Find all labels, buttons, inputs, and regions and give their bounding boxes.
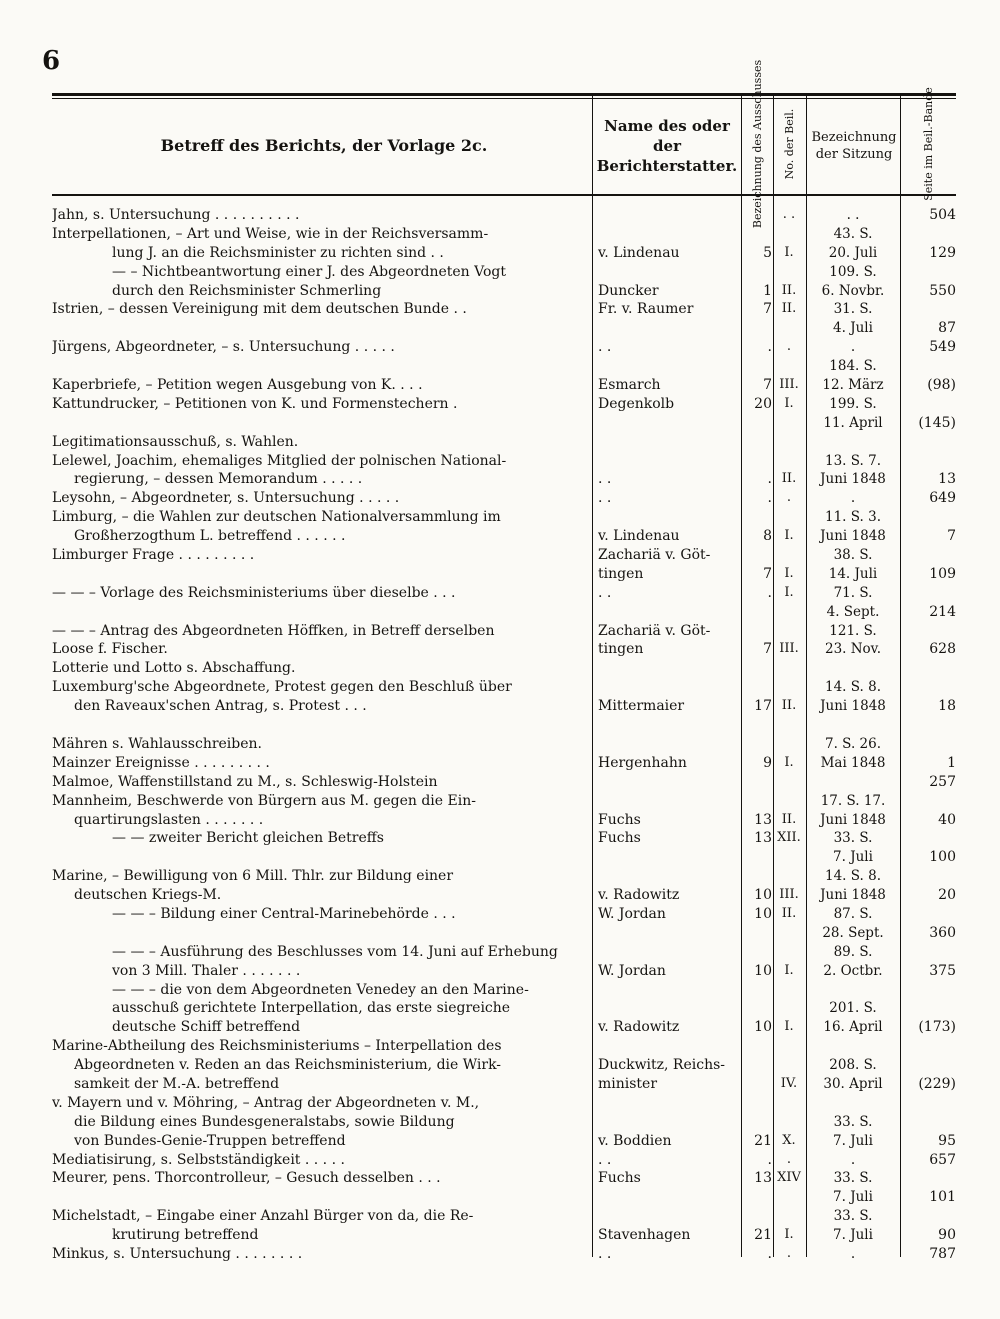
table-row xyxy=(52,716,956,735)
table-row xyxy=(52,244,956,263)
table-row xyxy=(52,489,956,508)
entry-supplement-no: . . xyxy=(782,207,796,222)
entry-supplement-no: . xyxy=(786,1245,792,1261)
entry-subject: die Bildung eines Bundesgeneralstabs, sowie Bildung xyxy=(74,1113,455,1130)
entry-subject: ausschuß gerichtete Interpellation, das erste siegreiche xyxy=(112,1000,511,1017)
table-row xyxy=(52,1018,956,1037)
entry-reporter: . . xyxy=(598,584,612,601)
entry-subject: Marine, – Bewilligung von 6 Mill. Thlr. zur Bildung einer xyxy=(52,868,454,885)
table-row xyxy=(52,735,956,754)
entry-session: 17. S. 17. xyxy=(820,792,886,809)
entry-session: 14. Juli xyxy=(828,565,878,582)
entry-session: 33. S. xyxy=(833,1113,873,1130)
entry-subject: von 3 Mill. Thaler . . . . . . . xyxy=(112,962,301,979)
entry-subject: — — zweiter Bericht gleichen Betreffs xyxy=(112,830,384,847)
entry-reporter: Fuchs xyxy=(598,1170,641,1187)
table-row xyxy=(52,678,956,697)
table-row xyxy=(52,1094,956,1113)
entry-reporter: Fr. v. Raumer xyxy=(598,301,694,318)
table-row xyxy=(52,1226,956,1245)
entry-subject: lung J. an die Reichsminister zu richten sind . . xyxy=(112,244,444,261)
entry-committee: 9 xyxy=(763,754,772,771)
entry-supplement-no: I. xyxy=(784,528,794,544)
entry-subject: Abgeordneten v. Reden an das Reichsministerium, die Wirk- xyxy=(74,1057,502,1074)
entry-supplement-no: I. xyxy=(784,244,794,260)
table-row xyxy=(52,943,956,962)
entry-reporter: v. Lindenau xyxy=(598,528,680,545)
entry-subject: — — – Antrag des Abgeordneten Höffken, in Betreff derselben xyxy=(52,622,495,639)
entry-subject: Michelstadt, – Eingabe einer Anzahl Bürger von da, die Re- xyxy=(52,1208,474,1225)
table-row xyxy=(52,319,956,338)
entry-session: 7. Juli xyxy=(833,1132,873,1149)
entry-supplement-no: . xyxy=(786,339,792,355)
entry-reporter: v. Lindenau xyxy=(598,244,680,261)
entry-subject: v. Mayern und v. Möhring, – Antrag der Abgeordneten v. M., xyxy=(52,1094,480,1111)
entry-subject: Mediatisirung, s. Selbstständigkeit . . . . . xyxy=(52,1151,345,1168)
table-row xyxy=(52,981,956,1000)
entry-session: 11. S. 3. xyxy=(825,509,881,526)
entry-page: 101 xyxy=(929,1189,956,1206)
table-row xyxy=(52,225,956,244)
entry-committee: 13 xyxy=(754,830,772,847)
entry-page: 360 xyxy=(929,924,956,941)
table-row xyxy=(52,206,956,225)
entry-subject: Jürgens, Abgeordneter, – s. Untersuchung . . . . . xyxy=(52,339,395,356)
entry-page: (229) xyxy=(918,1075,956,1092)
entry-session: 6. Novbr. xyxy=(821,282,885,299)
entry-reporter: W. Jordan xyxy=(598,905,666,922)
entry-page: 628 xyxy=(929,641,956,658)
entry-page: 87 xyxy=(938,320,956,337)
header-committee: Bezeichnung des Ausschusses xyxy=(751,59,764,229)
table-row xyxy=(52,640,956,659)
entry-supplement-no: IV. xyxy=(780,1075,798,1091)
header-top-rule xyxy=(52,93,956,96)
entry-committee: . xyxy=(767,1245,772,1262)
entry-committee: 7 xyxy=(763,565,772,582)
entry-subject: Mähren s. Wahlausschreiben. xyxy=(52,735,262,752)
entry-supplement-no: II. xyxy=(781,905,797,921)
table-row xyxy=(52,999,956,1018)
entry-subject: — — – Bildung einer Central-Marinebehörde . . . xyxy=(112,905,456,922)
entry-subject: — – Nichtbeantwortung einer J. des Abgeordneten Vogt xyxy=(112,263,506,280)
entry-session: Mai 1848 xyxy=(820,754,886,771)
entry-session: 33. S. xyxy=(833,830,873,847)
entry-page: 375 xyxy=(929,962,956,979)
table-row xyxy=(52,433,956,452)
entry-supplement-no: . xyxy=(786,490,792,506)
entry-subject: von Bundes-Genie-Truppen betreffend xyxy=(74,1132,346,1149)
entry-supplement-no: XII. xyxy=(777,830,801,846)
entry-subject: Legitimationsausschuß, s. Wahlen. xyxy=(52,433,299,450)
entry-page: 787 xyxy=(929,1245,956,1262)
entry-session: 14. S. 8. xyxy=(825,868,881,885)
entry-reporter: . . xyxy=(598,339,612,356)
entry-supplement-no: II. xyxy=(781,282,797,298)
table-row xyxy=(52,546,956,565)
table-row xyxy=(52,1037,956,1056)
entry-supplement-no: II. xyxy=(781,301,797,317)
entry-page: 214 xyxy=(929,603,956,620)
entry-subject: Jahn, s. Untersuchung . . . . . . . . . . xyxy=(52,207,300,223)
table-row xyxy=(52,263,956,282)
entry-session: 7. Juli xyxy=(833,849,873,866)
entry-committee: 7 xyxy=(763,301,772,318)
entry-subject: Malmoe, Waffenstillstand zu M., s. Schleswig-Holstein xyxy=(52,773,438,790)
entry-committee: 13 xyxy=(754,1170,772,1187)
entry-page: (145) xyxy=(918,414,956,431)
entry-session: Juni 1848 xyxy=(820,528,886,545)
entry-subject: Istrien, – dessen Vereinigung mit dem deutschen Bunde . . xyxy=(52,301,467,318)
entry-supplement-no: I. xyxy=(784,962,794,978)
entry-session: 7. Juli xyxy=(833,1227,873,1244)
entry-session: Juni 1848 xyxy=(820,811,886,828)
entry-page: 20 xyxy=(938,887,956,904)
entry-subject: regierung, – dessen Memorandum . . . . . xyxy=(74,471,363,488)
entry-subject: — — – Ausführung des Beschlusses vom 14. Juni auf Erhebung xyxy=(112,943,558,960)
entry-reporter: v. Radowitz xyxy=(598,1019,680,1036)
table-row xyxy=(52,659,956,678)
table-row xyxy=(52,1151,956,1170)
entry-session: 4. Juli xyxy=(833,320,873,337)
entry-subject: quartirungslasten . . . . . . . xyxy=(74,811,264,828)
entry-session: 184. S. xyxy=(829,358,877,375)
entry-session: 199. S. xyxy=(829,395,877,412)
entry-committee: . xyxy=(767,471,772,488)
entry-reporter: Hergenhahn xyxy=(598,754,687,771)
entry-page: 90 xyxy=(938,1227,956,1244)
table-row xyxy=(52,452,956,471)
entry-session: 7. Juli xyxy=(833,1189,873,1206)
entry-reporter: Zachariä v. Göt- xyxy=(598,547,711,564)
entry-page: 550 xyxy=(929,282,956,299)
entry-supplement-no: III. xyxy=(779,377,799,393)
entry-reporter: . . xyxy=(598,471,612,488)
entry-page: 95 xyxy=(938,1132,956,1149)
entry-subject: Marine-Abtheilung des Reichsministeriums – Interpellation des xyxy=(52,1038,502,1055)
entry-session: Juni 1848 xyxy=(820,471,886,488)
entry-page: (173) xyxy=(918,1019,956,1036)
entry-subject: Lotterie und Lotto s. Abschaffung. xyxy=(52,660,296,677)
table-row xyxy=(52,414,956,433)
table-row xyxy=(52,508,956,527)
entry-page: 100 xyxy=(929,849,956,866)
entry-reporter: Stavenhagen xyxy=(598,1227,691,1244)
entry-committee: . xyxy=(767,339,772,356)
entry-committee: 10 xyxy=(754,962,772,979)
entry-page: (98) xyxy=(927,377,956,394)
entry-subject: deutsche Schiff betreffend xyxy=(112,1019,301,1036)
entry-subject: Luxemburg'sche Abgeordnete, Protest gegen den Beschluß über xyxy=(52,679,512,696)
entry-session: 43. S. xyxy=(833,225,873,242)
entry-subject: krutirung betreffend xyxy=(112,1227,259,1244)
entry-session: 23. Nov. xyxy=(824,641,882,658)
index-table xyxy=(52,206,956,1264)
table-row xyxy=(52,697,956,716)
entry-subject: Kaperbriefe, – Petition wegen Ausgebung von K. . . . xyxy=(52,377,423,394)
entry-reporter: Zachariä v. Göt- xyxy=(598,622,711,639)
table-row xyxy=(52,829,956,848)
entry-reporter: Degenkolb xyxy=(598,395,675,412)
header-session: Bezeichnung der Sitzung xyxy=(811,130,897,162)
entry-session: 7. S. 26. xyxy=(825,735,881,752)
entry-committee: 7 xyxy=(763,641,772,658)
table-row xyxy=(52,1075,956,1094)
entry-session: 31. S. xyxy=(833,301,873,318)
header-reporter: Name des oder der Berichterstatter. xyxy=(596,117,738,175)
entry-session: 33. S. xyxy=(833,1208,873,1225)
table-row xyxy=(52,565,956,584)
entry-subject: Kattundrucker, – Petitionen von K. und Formenstechern . xyxy=(52,395,458,412)
entry-subject: samkeit der M.-A. betreffend xyxy=(74,1075,280,1092)
table-row xyxy=(52,395,956,414)
entry-reporter: Mittermaier xyxy=(598,698,685,715)
entry-subject: Großherzogthum L. betreffend . . . . . . xyxy=(74,528,346,545)
table-row xyxy=(52,376,956,395)
entry-reporter: v. Radowitz xyxy=(598,887,680,904)
entry-reporter: v. Boddien xyxy=(598,1132,672,1149)
table-row xyxy=(52,1207,956,1226)
table-row xyxy=(52,603,956,622)
entry-session: . xyxy=(850,1151,856,1168)
header-supplement-no: No. der Beil. xyxy=(783,108,797,180)
entry-session: 4. Sept. xyxy=(826,603,880,620)
entry-committee: 20 xyxy=(754,395,772,412)
entry-supplement-no: . xyxy=(786,1151,792,1167)
entry-committee: 5 xyxy=(763,244,772,261)
table-row xyxy=(52,754,956,773)
table-row xyxy=(52,962,956,981)
entry-session: 13. S. 7. xyxy=(825,452,881,469)
entry-session: 16. April xyxy=(823,1019,883,1036)
entry-reporter: Duncker xyxy=(598,282,659,299)
entry-supplement-no: I. xyxy=(784,1019,794,1035)
entry-page: 649 xyxy=(929,490,956,507)
entry-session: 87. S. xyxy=(833,905,873,922)
entry-page: 13 xyxy=(938,471,956,488)
table-row xyxy=(52,905,956,924)
entry-session: . xyxy=(850,1245,856,1262)
entry-committee: 17 xyxy=(754,698,772,715)
entry-subject: Mainzer Ereignisse . . . . . . . . . xyxy=(52,754,270,771)
entry-page: 504 xyxy=(929,207,956,223)
entry-session: 208. S. xyxy=(829,1057,877,1074)
entry-reporter: minister xyxy=(598,1075,658,1092)
entry-supplement-no: III. xyxy=(779,641,799,657)
entry-subject: Loose f. Fischer. xyxy=(52,641,168,658)
entry-subject: Meurer, pens. Thorcontrolleur, – Gesuch desselben . . . xyxy=(52,1170,441,1187)
entry-supplement-no: I. xyxy=(784,565,794,581)
entry-session: 201. S. xyxy=(829,1000,877,1017)
entry-session: 33. S. xyxy=(833,1170,873,1187)
entry-subject: den Raveaux'schen Antrag, s. Protest . . . xyxy=(74,698,367,715)
table-row xyxy=(52,811,956,830)
entry-session: 14. S. 8. xyxy=(825,679,881,696)
entry-committee: 1 xyxy=(763,282,772,299)
entry-committee: 7 xyxy=(763,377,772,394)
entry-reporter: Fuchs xyxy=(598,830,641,847)
entry-page: 7 xyxy=(947,528,956,545)
table-row xyxy=(52,1169,956,1188)
entry-reporter: tingen xyxy=(598,565,644,582)
header-page: Seite im Beil.-Bande xyxy=(922,87,935,201)
entry-supplement-no: I. xyxy=(784,1227,794,1243)
entry-subject: Leysohn, – Abgeordneter, s. Untersuchung . . . . . xyxy=(52,490,400,507)
entry-session: 28. Sept. xyxy=(822,924,884,941)
entry-subject: deutschen Kriegs-M. xyxy=(74,887,222,904)
entry-page: 109 xyxy=(929,565,956,582)
entry-supplement-no: I. xyxy=(784,584,794,600)
entry-page: 129 xyxy=(929,244,956,261)
header-bottom-rule xyxy=(52,194,956,196)
entry-subject: Limburg, – die Wahlen zur deutschen Nationalversammlung im xyxy=(52,509,501,526)
entry-supplement-no: II. xyxy=(781,471,797,487)
entry-page: 18 xyxy=(938,698,956,715)
table-row xyxy=(52,1245,956,1264)
entry-supplement-no: II. xyxy=(781,698,797,714)
entry-page: 1 xyxy=(947,754,956,771)
entry-supplement-no: III. xyxy=(779,887,799,903)
entry-page: 257 xyxy=(929,773,956,790)
table-row xyxy=(52,867,956,886)
entry-committee: . xyxy=(767,1151,772,1168)
entry-session: 71. S. xyxy=(833,584,873,601)
table-row xyxy=(52,282,956,301)
table-row xyxy=(52,792,956,811)
entry-supplement-no: I. xyxy=(784,754,794,770)
entry-page: 657 xyxy=(929,1151,956,1168)
table-row xyxy=(52,924,956,943)
entry-session: 109. S. xyxy=(829,263,877,280)
entry-committee: . xyxy=(767,490,772,507)
table-row xyxy=(52,886,956,905)
table-row xyxy=(52,300,956,319)
entry-reporter: . . xyxy=(598,490,612,507)
table-row xyxy=(52,357,956,376)
entry-subject: Lelewel, Joachim, ehemaliges Mitglied der polnischen National- xyxy=(52,452,507,469)
table-row xyxy=(52,1188,956,1207)
table-row xyxy=(52,773,956,792)
entry-subject: durch den Reichsminister Schmerling xyxy=(112,282,382,299)
header-top-rule-thin xyxy=(52,98,956,99)
entry-reporter: W. Jordan xyxy=(598,962,666,979)
entry-session: 12. März xyxy=(822,377,884,394)
entry-session: Juni 1848 xyxy=(820,698,886,715)
table-row xyxy=(52,338,956,357)
table-row xyxy=(52,470,956,489)
entry-session: . xyxy=(850,339,856,356)
entry-session: 30. April xyxy=(823,1075,883,1092)
entry-supplement-no: XIV xyxy=(777,1170,801,1186)
entry-committee: . xyxy=(767,584,772,601)
entry-session: 38. S. xyxy=(833,547,873,564)
entry-session: Juni 1848 xyxy=(820,887,886,904)
entry-session: . xyxy=(850,490,856,507)
entry-reporter: Esmarch xyxy=(598,377,661,394)
entry-committee: 10 xyxy=(754,887,772,904)
entry-session: 2. Octbr. xyxy=(823,962,883,979)
entry-session: 89. S. xyxy=(833,943,873,960)
entry-session: 20. Juli xyxy=(828,244,878,261)
entry-reporter: tingen xyxy=(598,641,644,658)
page-number: 6 xyxy=(42,46,61,76)
entry-page: 549 xyxy=(929,339,956,356)
entry-supplement-no: II. xyxy=(781,811,797,827)
entry-subject: — — – die von dem Abgeordneten Venedey an den Marine- xyxy=(112,981,529,998)
entry-session: 121. S. xyxy=(829,622,877,639)
table-row xyxy=(52,584,956,603)
entry-committee: 13 xyxy=(754,811,772,828)
entry-subject: Minkus, s. Untersuchung . . . . . . . . xyxy=(52,1245,303,1262)
table-row xyxy=(52,1132,956,1151)
entry-reporter: Duckwitz, Reichs- xyxy=(598,1057,726,1074)
entry-session: . . xyxy=(846,207,860,223)
table-row xyxy=(52,1056,956,1075)
table-row xyxy=(52,848,956,867)
entry-committee: 10 xyxy=(754,905,772,922)
entry-subject: Limburger Frage . . . . . . . . . xyxy=(52,547,255,564)
entry-subject: Interpellationen, – Art und Weise, wie in der Reichsversamm- xyxy=(52,225,489,242)
entry-reporter: Fuchs xyxy=(598,811,641,828)
entry-reporter: . . xyxy=(598,1151,612,1168)
table-row xyxy=(52,622,956,641)
table-row xyxy=(52,1113,956,1132)
entry-page: 40 xyxy=(938,811,956,828)
entry-supplement-no: X. xyxy=(782,1132,796,1148)
table-row xyxy=(52,527,956,546)
entry-committee: 10 xyxy=(754,1019,772,1036)
entry-committee: 8 xyxy=(763,528,772,545)
entry-committee: 21 xyxy=(754,1227,772,1244)
entry-subject: — — – Vorlage des Reichsministeriums über dieselbe . . . xyxy=(52,584,456,601)
entry-supplement-no: I. xyxy=(784,395,794,411)
entry-session: 11. April xyxy=(823,414,883,431)
entry-committee: 21 xyxy=(754,1132,772,1149)
entry-reporter: . . xyxy=(598,1245,612,1262)
entry-subject: Mannheim, Beschwerde von Bürgern aus M. gegen die Ein- xyxy=(52,792,476,809)
header-subject: Betreff des Berichts, der Vorlage 2c. xyxy=(160,136,488,155)
